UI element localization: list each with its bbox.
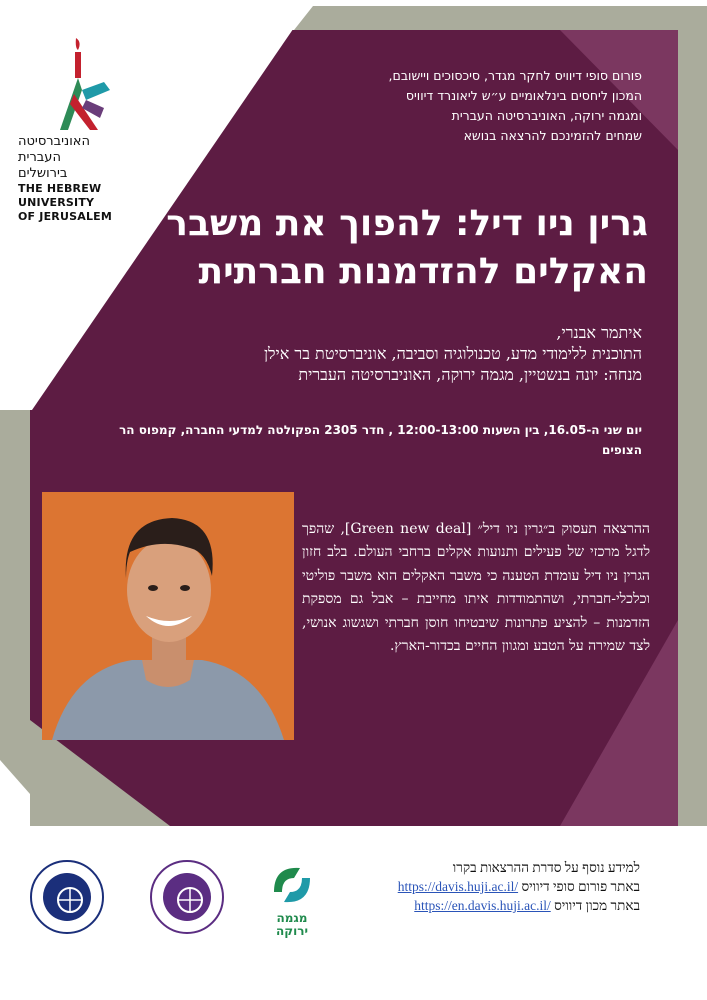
footer-line-2 bbox=[300, 877, 640, 896]
speaker-info bbox=[150, 322, 642, 385]
gray-right-strip bbox=[678, 30, 707, 826]
footer-line-3 bbox=[300, 896, 640, 915]
green-trend-name-2: ירוקה bbox=[276, 924, 308, 938]
event-info: יום שני ה-16.05, בין השעות 12:00-13:00 , חדר 2305 הפקולטה למדעי החברה, קמפוס הר הצופים bbox=[119, 423, 642, 457]
davis-institute-logo-icon bbox=[30, 860, 104, 934]
intro-line: פורום סופי דיוויס לחקר מגדר, סיכסוכים ויישובם, bbox=[388, 68, 642, 83]
university-name-he-3: בירושלים bbox=[18, 166, 68, 181]
davis-institute-link[interactable]: https://en.davis.huji.ac.il/ bbox=[414, 898, 551, 913]
sophie-davis-forum-logo-icon bbox=[150, 860, 224, 934]
speaker-photo bbox=[42, 492, 294, 740]
title-line: גרין ניו דיל: להפוך את משבר bbox=[166, 203, 648, 244]
university-name-en-2: UNIVERSITY bbox=[18, 196, 95, 209]
footer-info bbox=[300, 858, 640, 915]
footer-forum-label: באתר פורום סופי דיוויס bbox=[521, 879, 640, 894]
green-trend-name-1: מגמה bbox=[276, 911, 308, 925]
intro-line: ומגמה ירוקה, האוניברסיטה העברית bbox=[451, 108, 642, 123]
intro-line: המכון ליחסים בינלאומיים ע״ש ליאונרד דיוויס bbox=[405, 88, 642, 103]
moderator: מנחה: יונה בנשטיין, מגמה ירוקה, האוניברסיטה העברית bbox=[298, 365, 642, 384]
davis-forum-link[interactable]: https://davis.huji.ac.il/ bbox=[397, 879, 519, 894]
university-name-he-1: האוניברסיטה bbox=[18, 134, 90, 149]
footer-institute-label: באתר מכון דיוויס bbox=[554, 898, 640, 913]
university-logo bbox=[18, 34, 128, 224]
speaker-affiliation: התוכנית ללימודי מדע, טכנולוגיה וסביבה, אוניברסיטת בר אילן bbox=[263, 344, 642, 363]
hebrew-university-emblem-icon bbox=[52, 34, 112, 134]
footer-line-1: למידע נוסף על סדרת ההרצאות בקרו bbox=[452, 860, 640, 875]
university-name-en-1: THE HEBREW bbox=[18, 182, 102, 195]
lecture-title bbox=[150, 200, 648, 296]
title-line: האקלים להזדמנות חברתית bbox=[198, 251, 648, 292]
speaker-name: איתמר אבנרי, bbox=[556, 323, 642, 342]
intro-line: שמחים להזמינכם להרצאה בנושא bbox=[463, 128, 642, 143]
lecture-abstract: ההרצאה תעסוק ב״גרין ניו דיל״ [Green new deal], שהפך לדגל מרכזי של פעילים ותנועות אקלים ברחבי העולם. בלב חזון הגרין ניו דיל עומדת הטענה כי משבר האקלים הוא משבר פוליטי וכלכלי-חברתי, ושהתמודדות איתו מחייבת – אבל גם מספקת הזדמנות – להציע פתרונות שיבטיחו חוסן חברתי ושגשוג אנושי, לצד שמירה על הטבע ומגוון החיים בכדור-הארץ. bbox=[302, 521, 650, 655]
university-name-he-2: העברית bbox=[18, 150, 61, 165]
intro-text bbox=[320, 66, 642, 146]
university-name-en-3: OF JERUSALEM bbox=[18, 210, 113, 223]
